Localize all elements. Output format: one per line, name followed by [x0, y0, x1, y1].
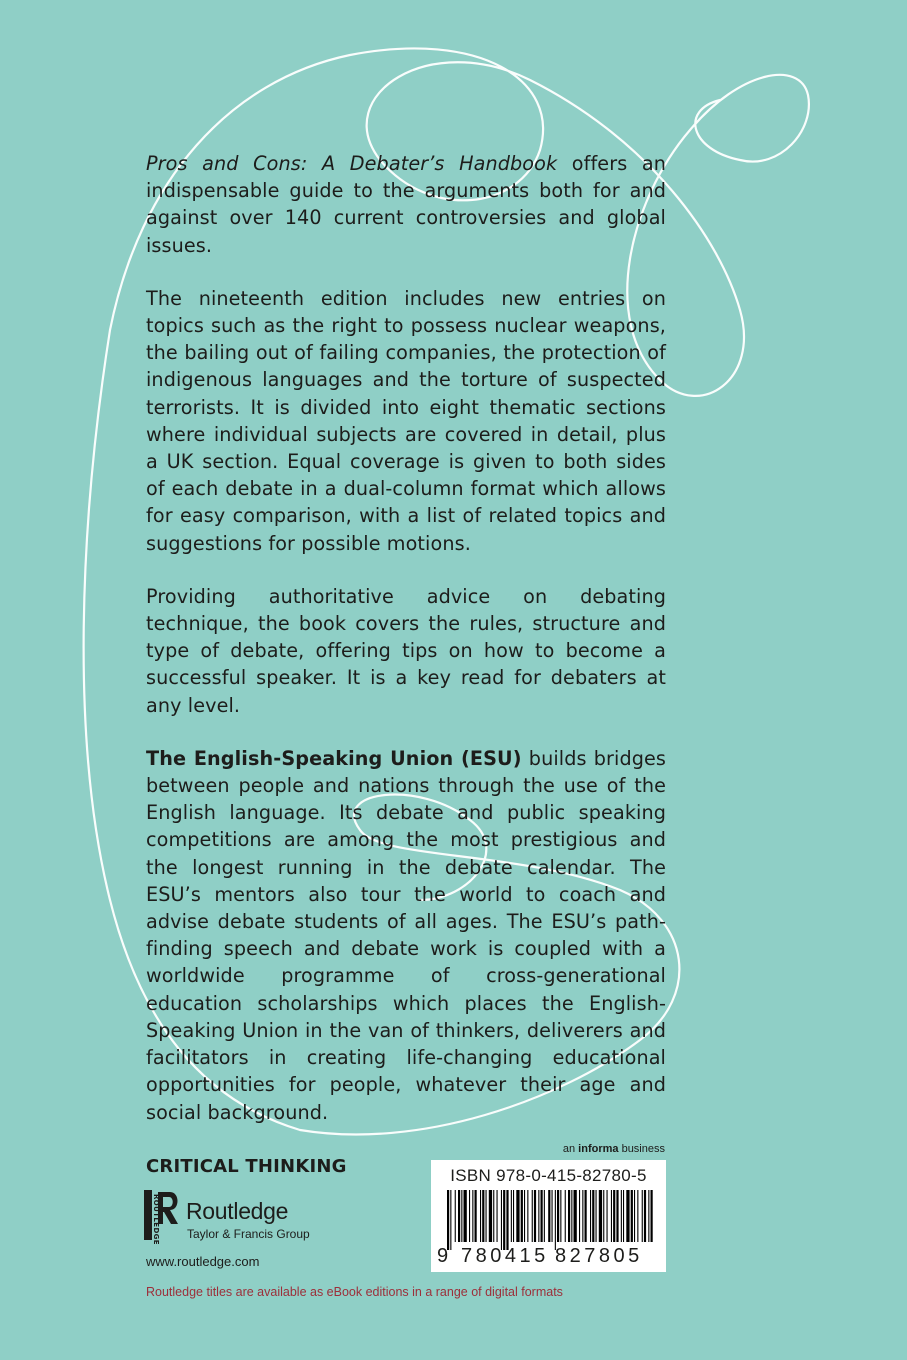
barcode-stripe [497, 1190, 498, 1242]
isbn-number: ISBN 978-0-415-82780-5 [450, 1166, 647, 1185]
barcode-stripe [455, 1190, 456, 1242]
esu-name: The English-Speaking Union (ESU) [146, 746, 522, 770]
barcode-stripe [516, 1190, 519, 1242]
barcode-stripe [521, 1190, 523, 1242]
barcode-stripe [555, 1190, 556, 1250]
isbn-barcode [431, 1160, 666, 1272]
blurb-paragraph-3: Providing authoritative advice on debating technique, the book covers the rules, structure and type of debate, offering tips on how to become a successful speaker. It is a key read for debaters at any level. [146, 584, 666, 717]
barcode-stripe [651, 1190, 653, 1242]
barcode-stripe [557, 1190, 559, 1242]
barcode-digits-right: 827805 [555, 1245, 643, 1267]
category-label: CRITICAL THINKING [146, 1156, 347, 1177]
barcode-stripe [603, 1190, 604, 1242]
barcode-stripe [585, 1190, 587, 1242]
barcode-stripe [611, 1190, 612, 1242]
barcode-stripe [582, 1190, 583, 1242]
barcode-digits-left: 780415 [461, 1245, 549, 1267]
publisher-name: Routledge [186, 1198, 289, 1224]
barcode-stripe [579, 1190, 580, 1242]
barcode-stripe [560, 1190, 561, 1242]
barcode-stripe [503, 1190, 505, 1250]
routledge-logo [144, 1190, 344, 1250]
informa-business-label: an informa business [562, 1143, 665, 1155]
barcode-stripe [626, 1190, 629, 1242]
barcode-stripe [538, 1190, 539, 1242]
barcode-stripe [482, 1190, 484, 1242]
blurb-paragraph-1: Pros and Cons: A Debater’s Handbook offers an indispensable guide to the arguments both for and against over 140 current controversies and global issues. [146, 152, 666, 257]
barcode-stripe [472, 1190, 473, 1242]
back-cover-blurb [146, 150, 666, 1152]
barcode-stripe [590, 1190, 591, 1242]
barcode-stripe [541, 1190, 543, 1242]
barcode-stripe [637, 1190, 638, 1242]
barcode-stripe [532, 1190, 533, 1242]
barcode-stripe [596, 1190, 597, 1242]
barcode-stripe [458, 1190, 460, 1242]
barcode-bars [447, 1190, 653, 1250]
barcode-stripe [548, 1190, 550, 1242]
barcode-stripe [447, 1190, 449, 1250]
barcode-stripe [574, 1190, 577, 1242]
barcode-stripe [501, 1190, 502, 1250]
barcode-stripe [493, 1190, 494, 1242]
barcode-stripe [631, 1190, 633, 1242]
publisher-vertical-label: ROUTLEDGE [152, 1194, 160, 1245]
barcode-stripe [450, 1190, 451, 1250]
barcode-stripe [486, 1190, 487, 1242]
barcode-stripe [461, 1190, 462, 1242]
publisher-website: www.routledge.com [146, 1254, 260, 1269]
barcode-stripe [552, 1190, 553, 1242]
barcode-stripe [511, 1190, 512, 1242]
barcode-stripe [648, 1190, 649, 1242]
blurb-paragraph-2: The nineteenth edition includes new entries on topics such as the right to possess nuclear weapons, the bailing out of failing companies, the protection of indigenous languages and the torture of suspected terrorists. It is divided into eight thematic sections where individual subjects are covered in detail, plus a UK section. Equal coverage is given to both sides of each debate in a dual-column format which allows for easy comparison, with a list of related topics and suggestions for possible motions. [146, 286, 666, 555]
barcode-stripe [613, 1190, 615, 1242]
barcode-stripe [506, 1190, 508, 1250]
barcode-stripe [489, 1190, 492, 1242]
barcode-stripe [469, 1190, 470, 1242]
barcode-stripe [527, 1190, 528, 1242]
barcode-stripe [571, 1190, 572, 1242]
barcode-stripe [475, 1190, 477, 1242]
barcode-stripe [534, 1190, 536, 1242]
barcode-stripe [544, 1190, 545, 1242]
publisher-group: Taylor & Francis Group [187, 1227, 310, 1241]
barcode-stripe [644, 1190, 646, 1242]
barcode-stripe [634, 1190, 635, 1242]
barcode-stripe [623, 1190, 624, 1242]
barcode-stripe [621, 1190, 622, 1242]
book-title: Pros and Cons: A Debater’s Handbook [146, 152, 558, 175]
barcode-stripe [513, 1190, 514, 1242]
barcode-stripe [480, 1190, 481, 1242]
barcode-stripe [464, 1190, 467, 1242]
barcode-stripe [607, 1190, 608, 1242]
barcode-stripe [599, 1190, 602, 1242]
barcode-stripe [592, 1190, 594, 1242]
ebook-note: Routledge titles are available as eBook editions in a range of digital formats [146, 1285, 563, 1299]
barcode-digit-first: 9 [437, 1245, 449, 1267]
barcode-stripe [565, 1190, 566, 1242]
barcode-stripe [524, 1190, 525, 1242]
blurb-paragraph-4: The English-Speaking Union (ESU) builds bridges between people and nations through the use of the English language. Its debate and public speaking competitions are among the most prestigious and the longest running in the debate calendar. The ESU’s mentors also tour the world to coach and advise debate students of all ages. The ESU’s path-finding speech and debate work is coupled with a worldwide programme of cross-generational education scholarships which places the English-Speaking Union in the van of thinkers, deliverers and facilitators in creating life-changing educational opportunities for people, whatever their age and social background. [146, 746, 667, 1124]
barcode-stripe [616, 1190, 618, 1242]
routledge-r-icon [144, 1190, 180, 1245]
barcode-stripe [568, 1190, 570, 1242]
barcode-stripe [642, 1190, 643, 1242]
